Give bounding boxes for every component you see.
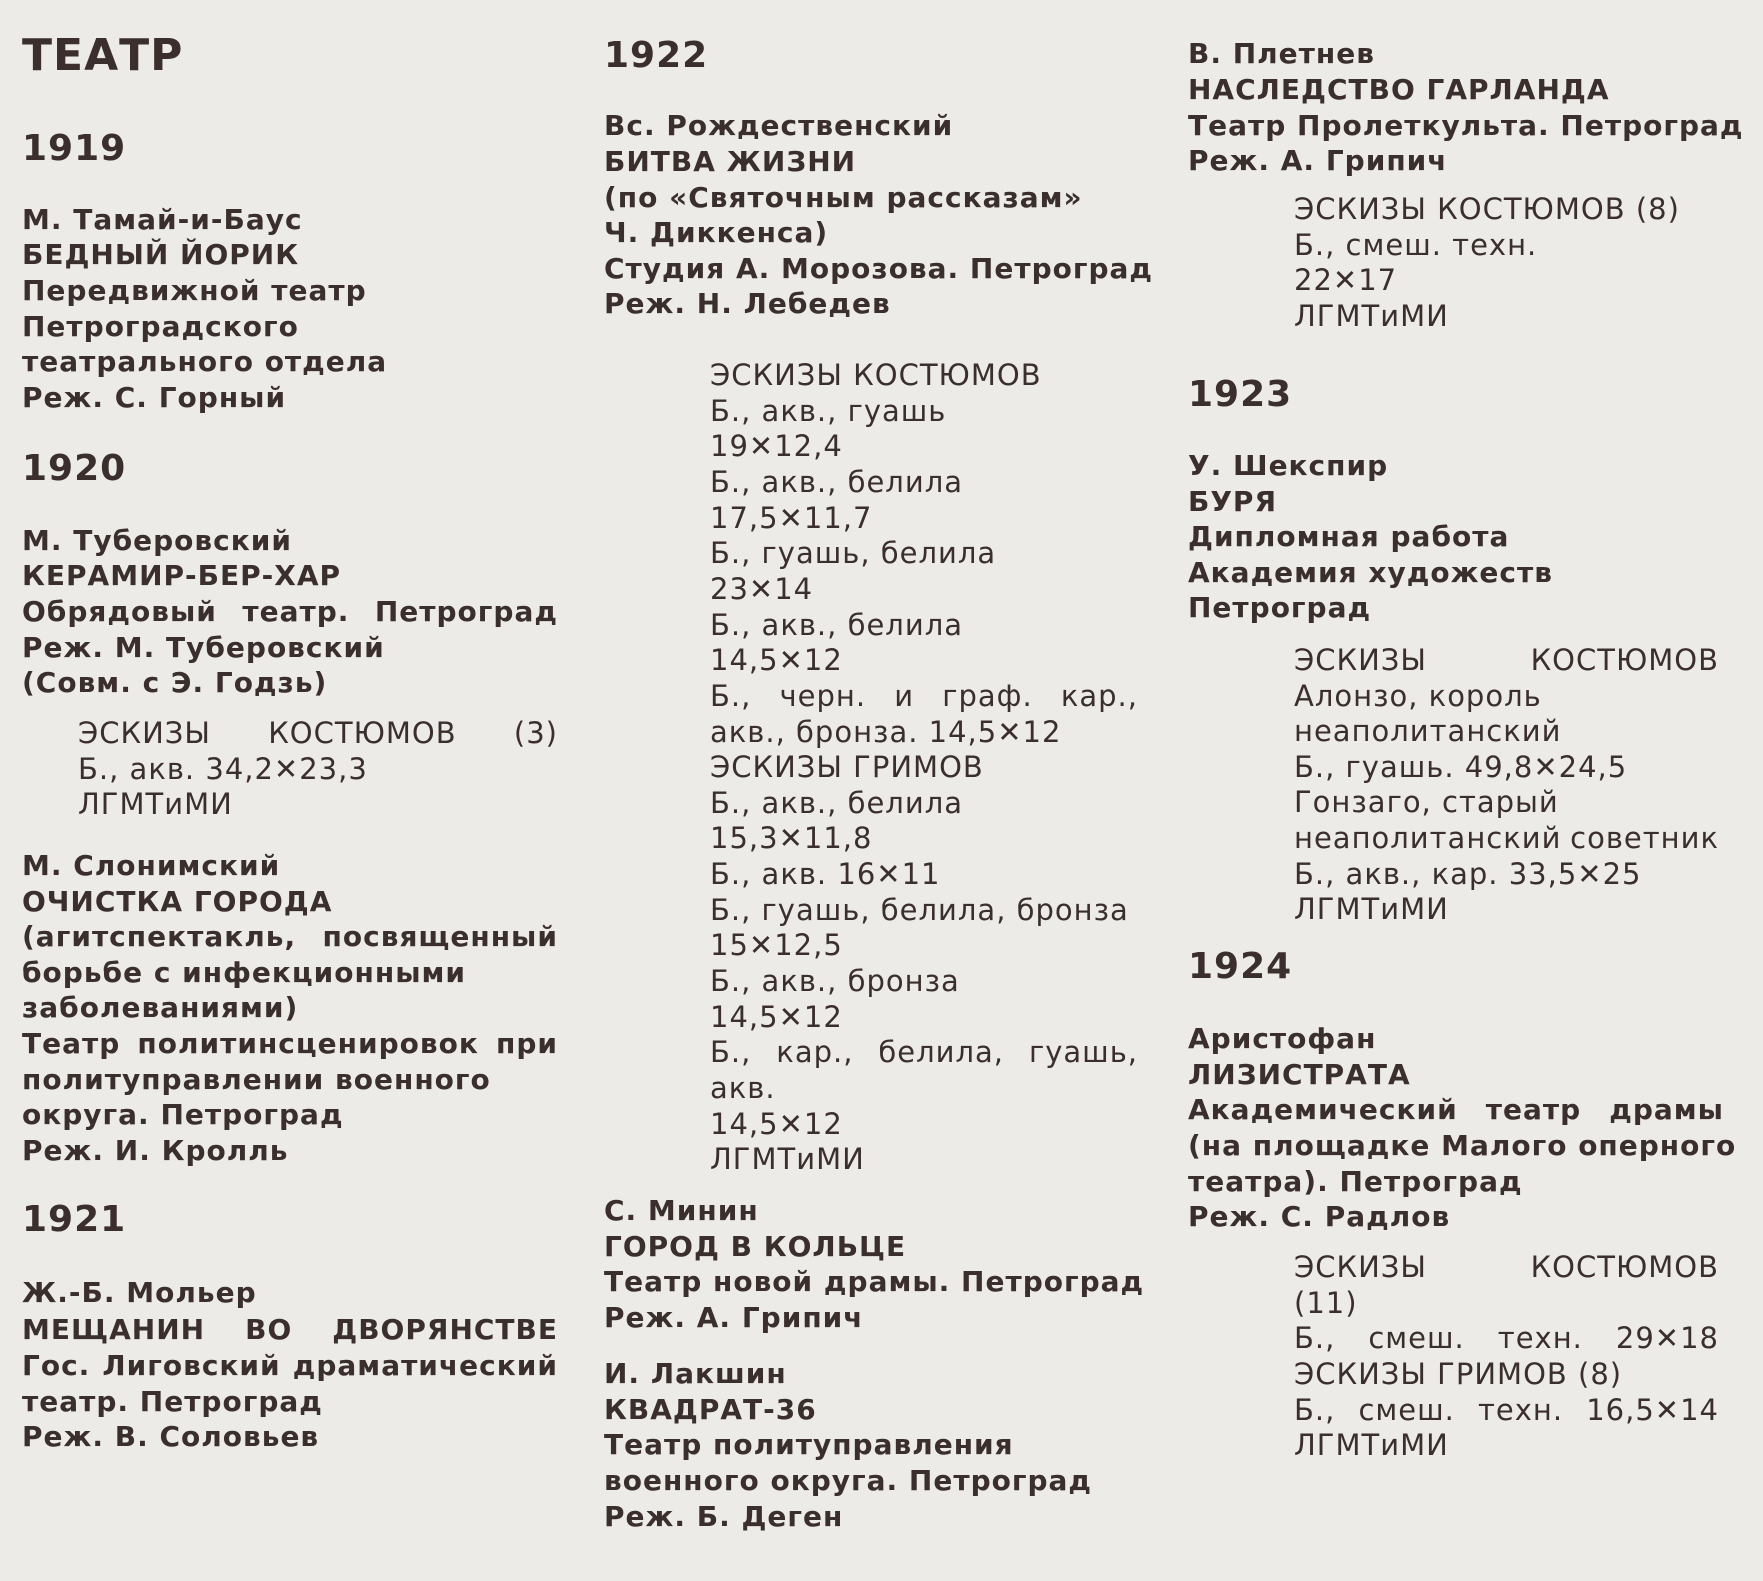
work-size: 23✕14 [710,572,814,606]
year-1919: 1919 [22,128,127,169]
year-1923: 1923 [1188,374,1293,415]
director: Реж. М. Туберовский [22,631,385,664]
theatre-line: Академия художеств [1188,556,1553,589]
author: С. Минин [604,1194,759,1227]
director: Реж. С. Горный [22,381,287,414]
work-medium: Б., акв. 34,2✕23,3 [78,752,368,786]
work-medium: Б., смеш. техн. 29✕18 [1294,1321,1719,1355]
collection: ЛГМТиМИ [710,1142,865,1176]
theatre-line: Театр новой драмы. Петроград [604,1265,1145,1298]
works-heading: ЭСКИЗЫ КОСТЮМОВ (3) [78,716,558,750]
work-size: 14,5✕12 [710,643,843,677]
author: Ж.-Б. Мольер [22,1276,257,1309]
theatre-line: Петроград [1188,591,1372,624]
work-size: 19✕12,4 [710,429,843,463]
works-heading: ЭСКИЗЫ КОСТЮМОВ [710,358,1042,392]
role-name: неаполитанский [1294,714,1562,748]
collection: ЛГМТиМИ [78,787,233,821]
work-medium: Б., гуашь, белила [710,536,997,570]
theatre-line: Гос. Лиговский драматический [22,1349,558,1382]
theatre-line: округа. Петроград [22,1098,344,1131]
play-title: ЛИЗИСТРАТА [1188,1058,1411,1091]
work-medium: Б., смеш. техн. [1294,228,1538,262]
role-name: Гонзаго, старый [1294,785,1559,819]
work-size: 14,5✕12 [710,1000,843,1034]
director: Реж. Б. Деген [604,1500,844,1533]
play-title: МЕЩАНИН ВО ДВОРЯНСТВЕ [22,1313,558,1346]
work-medium: Б., акв., белила [710,608,963,642]
theatre-line: Обрядовый театр. Петроград [22,595,558,628]
work-medium: Б., акв., белила [710,786,963,820]
play-note: (по «Святочным рассказам» [604,181,1083,214]
work-medium: акв., бронза. 14,5✕12 [710,715,1062,749]
work-size: 15✕12,5 [710,928,843,962]
work-size: 17,5✕11,7 [710,501,873,535]
play-note: (агитспектакль, посвященный [22,920,558,953]
author: М. Тамай-и-Баус [22,203,303,236]
role-name: Алонзо, король [1294,679,1542,713]
work-medium: Б., акв., бронза [710,964,960,998]
director: Реж. С. Радлов [1188,1200,1451,1233]
play-title: ГОРОД В КОЛЬЦЕ [604,1230,907,1263]
collection: ЛГМТиМИ [1294,1428,1449,1462]
year-1922: 1922 [604,35,709,76]
theatre-line: Театр политинсценировок при [22,1027,558,1060]
work-medium: Б., акв. 16✕11 [710,857,941,891]
work-medium: Б., кар., белила, гуашь, [710,1035,1138,1069]
author: М. Туберовский [22,524,292,557]
theatre-line: Петроградского [22,310,299,343]
theatre-line: Передвижной театр [22,274,367,307]
theatre-line: (на площадке Малого оперного [1188,1129,1737,1162]
author: М. Слонимский [22,849,281,882]
work-medium: Б., черн. и граф. кар., [710,679,1138,713]
play-title: БЕДНЫЙ ЙОРИК [22,238,300,271]
theatre-line: Дипломная работа [1188,520,1510,553]
theatre-line: театрального отдела [22,345,388,378]
works-heading: ЭСКИЗЫ КОСТЮМОВ [1294,1250,1719,1284]
theatre-line: Академический театр драмы [1188,1093,1724,1126]
works-heading: ЭСКИЗЫ КОСТЮМОВ [1294,643,1719,677]
works-heading: ЭСКИЗЫ ГРИМОВ (8) [1294,1357,1623,1391]
theatre-line: военного округа. Петроград [604,1464,1093,1497]
note: (Совм. с Э. Годзь) [22,666,328,699]
works-heading: ЭСКИЗЫ ГРИМОВ [710,750,984,784]
works-heading: ЭСКИЗЫ КОСТЮМОВ (8) [1294,192,1680,226]
author: И. Лакшин [604,1357,787,1390]
play-note: Ч. Диккенса) [604,216,829,249]
work-medium: Б., акв., гуашь [710,394,947,428]
theatre-line: Театр Пролеткульта. Петроград [1188,109,1744,142]
theatre-line: театра). Петроград [1188,1165,1523,1198]
director: Реж. В. Соловьев [22,1420,320,1453]
director: Реж. А. Грипич [604,1301,864,1334]
author: У. Шекспир [1188,449,1389,482]
work-medium: Б., акв., кар. 33,5✕25 [1294,857,1642,891]
play-note: заболеваниями) [22,991,299,1024]
work-medium: Б., смеш. техн. 16,5✕14 [1294,1393,1719,1427]
director: Реж. А. Грипич [1188,144,1448,177]
work-medium: Б., гуашь, белила, бронза [710,893,1129,927]
work-medium: акв. [710,1071,776,1105]
theatre-line: театр. Петроград [22,1385,323,1418]
author: Аристофан [1188,1022,1377,1055]
play-title: КВАДРАТ-36 [604,1393,817,1426]
play-title: БУРЯ [1188,485,1278,518]
year-1921: 1921 [22,1199,127,1240]
play-title: БИТВА ЖИЗНИ [604,145,857,178]
year-1920: 1920 [22,448,127,489]
theatre-line: Театр политуправления [604,1428,1014,1461]
work-size: 15,3✕11,8 [710,821,873,855]
director: Реж. И. Кролль [22,1134,289,1167]
year-1924: 1924 [1188,946,1293,987]
collection: ЛГМТиМИ [1294,892,1449,926]
director: Реж. Н. Лебедев [604,287,891,320]
collection: ЛГМТиМИ [1294,299,1449,333]
works-count: (11) [1294,1286,1358,1320]
author: В. Плетнев [1188,37,1375,70]
play-note: борьбе с инфекционными [22,956,467,989]
play-title: НАСЛЕДСТВО ГАРЛАНДА [1188,73,1610,106]
section-title: ТЕАТР [22,30,184,81]
work-medium: Б., акв., белила [710,465,963,499]
work-size: 22✕17 [1294,263,1398,297]
play-title: КЕРАМИР-БЕР-ХАР [22,559,342,592]
work-medium: Б., гуашь. 49,8✕24,5 [1294,750,1628,784]
work-size: 14,5✕12 [710,1107,843,1141]
theatre-line: политуправлении военного [22,1063,491,1096]
theatre-line: Студия А. Морозова. Петроград [604,252,1154,285]
play-title: ОЧИСТКА ГОРОДА [22,885,333,918]
author: Вс. Рождественский [604,109,954,142]
role-name: неаполитанский советник [1294,821,1719,855]
